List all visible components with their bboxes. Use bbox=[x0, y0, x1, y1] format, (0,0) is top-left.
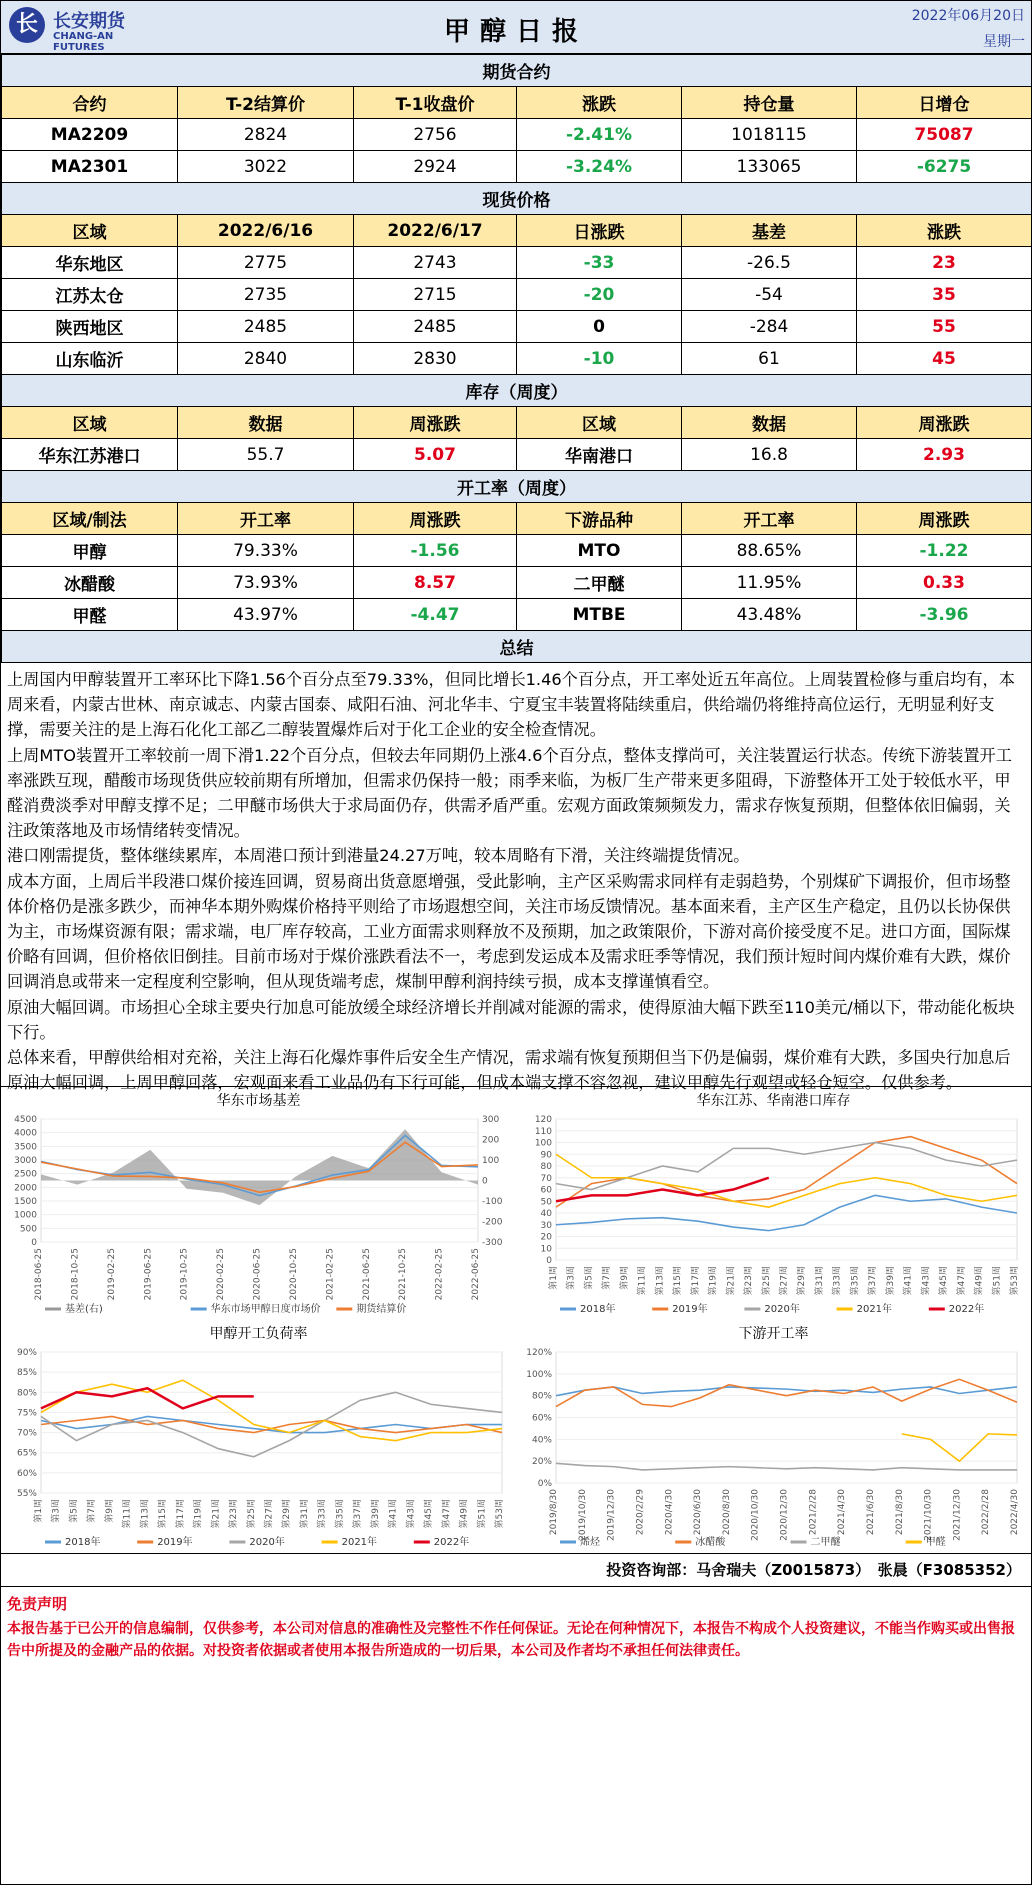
x-tick-label: 第29周 bbox=[282, 1499, 293, 1529]
change-cell: -4.47 bbox=[354, 599, 517, 631]
x-tick-label: 第51周 bbox=[992, 1266, 1003, 1296]
column-header: 2022/6/16 bbox=[178, 215, 354, 247]
x-tick-label: 第43周 bbox=[921, 1266, 932, 1296]
summary-paragraph: 总体来看，甲醇供给相对充裕，关注上海石化爆炸事件后安全生产情况，需求端有恢复预期但当下仍是偏弱，煤价难有大跌，多国央行加息后原油大幅回调，上周甲醇回落，宏观面来看工业品仍有下行可能，但成本端支撑不容忽视，建议甲醇先行观望或轻仓短空。仅供参考。 bbox=[7, 1048, 1011, 1093]
x-tick-label: 2020/2/29 bbox=[635, 1489, 646, 1536]
column-header: 开工率 bbox=[682, 503, 857, 535]
y-tick-label: 10 bbox=[540, 1244, 552, 1255]
operating-header-row bbox=[2, 503, 1032, 535]
table-row bbox=[2, 535, 1032, 567]
x-tick-label: 第39周 bbox=[885, 1266, 896, 1296]
x-tick-label: 第47周 bbox=[956, 1266, 967, 1296]
inventory-header-row bbox=[2, 407, 1032, 439]
chart-title: 下游开工率 bbox=[738, 1326, 809, 1342]
region-name: 华南港口 bbox=[517, 439, 682, 471]
x-tick-label: 第21周 bbox=[726, 1266, 737, 1296]
y-tick-label: 60 bbox=[540, 1185, 552, 1196]
x-tick-label: 2020/8/30 bbox=[721, 1489, 732, 1536]
legend-label: 期货结算价 bbox=[356, 1304, 407, 1315]
change-cell: -20 bbox=[517, 279, 682, 311]
x-tick-label: 第47周 bbox=[441, 1499, 452, 1529]
y-tick-label: 50 bbox=[540, 1197, 552, 1208]
downstream-rate-chart bbox=[516, 1320, 1031, 1553]
x-tick-label: 2021/10/30 bbox=[923, 1489, 934, 1541]
x-tick-label: 第31周 bbox=[299, 1499, 310, 1529]
column-header: 区域/制法 bbox=[2, 503, 178, 535]
y2-tick-label: -200 bbox=[482, 1217, 503, 1228]
x-tick-label: 2018-06-25 bbox=[34, 1248, 44, 1301]
legend-label: 烯烃 bbox=[580, 1537, 600, 1548]
x-tick-label: 第31周 bbox=[814, 1266, 825, 1296]
x-tick-label: 第7周 bbox=[602, 1266, 613, 1290]
x-tick-label: 第19周 bbox=[193, 1499, 204, 1529]
x-tick-label: 第25周 bbox=[246, 1499, 257, 1529]
data-tables bbox=[1, 54, 1032, 663]
table-cell: 88.65% bbox=[682, 535, 857, 567]
x-tick-label: 2020-10-25 bbox=[288, 1248, 299, 1301]
x-tick-label: 第39周 bbox=[370, 1499, 381, 1529]
x-tick-label: 第9周 bbox=[104, 1499, 115, 1523]
company-name-cn: 长安期货 bbox=[53, 11, 125, 32]
y-tick-label: 30 bbox=[540, 1220, 552, 1231]
y2-tick-label: 200 bbox=[482, 1135, 500, 1146]
summary-section-row bbox=[2, 631, 1032, 663]
x-tick-label: 第35周 bbox=[335, 1499, 346, 1529]
y-tick-label: 80% bbox=[16, 1388, 37, 1399]
y-tick-label: 40 bbox=[540, 1209, 552, 1219]
x-tick-label: 第49周 bbox=[974, 1266, 985, 1296]
table-cell: 2735 bbox=[178, 279, 354, 311]
table-cell: 11.95% bbox=[682, 567, 857, 599]
legend-label: 2020年 bbox=[249, 1537, 285, 1548]
y-tick-label: 90 bbox=[540, 1150, 552, 1161]
x-tick-label: 第41周 bbox=[388, 1499, 399, 1529]
consult-info: 投资咨询部：马舍瑞夫（Z0015873） 张晨（F3085352） bbox=[1, 1554, 1031, 1587]
x-tick-label: 第45周 bbox=[939, 1266, 950, 1296]
x-tick-label: 2021-06-25 bbox=[361, 1248, 372, 1301]
x-tick-label: 第23周 bbox=[229, 1499, 240, 1529]
x-tick-label: 第45周 bbox=[424, 1499, 435, 1529]
futures-section-row bbox=[2, 55, 1032, 87]
series-line bbox=[41, 1388, 254, 1408]
y-tick-label: 80% bbox=[531, 1391, 552, 1402]
legend-label: 2022年 bbox=[948, 1304, 985, 1315]
table-row bbox=[2, 343, 1032, 375]
x-tick-label: 2020/4/30 bbox=[664, 1489, 675, 1536]
x-tick-label: 2021/6/30 bbox=[865, 1489, 876, 1536]
inventory-section-row bbox=[2, 375, 1032, 407]
summary-paragraph: 上周MTO装置开工率较前一周下滑1.22个百分点，但较去年同期仍上涨4.6个百分点，整体支撑尚可，关注装置运行状态。传统下游装置开工率涨跌互现，醋酸市场现货供应较前期有所增加，但需求仍保持一般；雨季来临，为板厂生产带来更多阻碍，下游整体开工处于较低水平，甲醛消费淡季对甲醇支撑不足；二甲醚市场供大于求局面仍存，供需矛盾严重。宏观方面政策频频发力，需求存恢复预期，但整体依旧偏弱，关注政策落地及市场情绪转变情况。 bbox=[7, 745, 1012, 841]
downstream-rate-chart-svg bbox=[516, 1320, 1031, 1553]
x-tick-label: 第37周 bbox=[353, 1499, 364, 1529]
column-header: 周涨跌 bbox=[857, 407, 1032, 439]
x-tick-label: 2019-10-25 bbox=[179, 1248, 190, 1301]
x-tick-label: 第37周 bbox=[868, 1266, 879, 1296]
x-tick-label: 第27周 bbox=[264, 1499, 275, 1529]
y2-tick-label: 300 bbox=[482, 1115, 500, 1125]
legend-label: 华东市场甲醇日度市场价 bbox=[210, 1304, 321, 1315]
change-cell: 5.07 bbox=[354, 439, 517, 471]
x-tick-label: 2021-02-25 bbox=[325, 1248, 336, 1301]
column-header: 持仓量 bbox=[682, 87, 857, 119]
table-cell: 1018115 bbox=[682, 119, 857, 151]
x-tick-label: 2018-10-25 bbox=[70, 1248, 81, 1301]
table-row bbox=[2, 439, 1032, 471]
x-tick-label: 2022/2/28 bbox=[981, 1489, 992, 1536]
column-header: 基差 bbox=[682, 215, 857, 247]
x-tick-label: 第7周 bbox=[87, 1499, 98, 1523]
legend-label: 2019年 bbox=[672, 1304, 708, 1315]
operating-section-title: 开工率（周度） bbox=[2, 471, 1032, 503]
x-tick-label: 2021/8/30 bbox=[894, 1489, 905, 1536]
x-tick-label: 第17周 bbox=[690, 1266, 701, 1296]
column-header: 周涨跌 bbox=[354, 503, 517, 535]
table-row bbox=[2, 311, 1032, 343]
x-tick-label: 第25周 bbox=[761, 1266, 772, 1296]
column-header: 合约 bbox=[2, 87, 178, 119]
x-tick-label: 第27周 bbox=[779, 1266, 790, 1296]
x-tick-label: 第29周 bbox=[797, 1266, 808, 1296]
x-tick-label: 2022-06-25 bbox=[471, 1248, 481, 1301]
legend-label: 基差(右) bbox=[65, 1304, 103, 1315]
table-cell: 3022 bbox=[178, 151, 354, 183]
y-tick-label: 55% bbox=[16, 1489, 37, 1499]
region-name: 华东江苏港口 bbox=[2, 439, 178, 471]
series-line bbox=[556, 1463, 1017, 1470]
x-tick-label: 第53周 bbox=[495, 1499, 505, 1529]
change-cell: -33 bbox=[517, 247, 682, 279]
x-tick-label: 2021/12/30 bbox=[952, 1489, 963, 1541]
y-tick-label: 1000 bbox=[14, 1210, 37, 1221]
change-cell: 35 bbox=[857, 279, 1032, 311]
plot-frame bbox=[41, 1352, 502, 1493]
series-line bbox=[556, 1379, 1017, 1406]
change-cell: 75087 bbox=[857, 119, 1032, 151]
y-tick-label: 65% bbox=[16, 1448, 37, 1459]
x-tick-label: 第3周 bbox=[51, 1499, 62, 1523]
legend-label: 2021年 bbox=[856, 1304, 893, 1315]
table-cell: 79.33% bbox=[178, 535, 354, 567]
x-tick-label: 第21周 bbox=[211, 1499, 222, 1529]
change-cell: 0.33 bbox=[857, 567, 1032, 599]
y-tick-label: 2000 bbox=[14, 1183, 37, 1194]
contract-name: MA2209 bbox=[2, 119, 178, 151]
x-tick-label: 2020-06-25 bbox=[252, 1248, 263, 1301]
summary-paragraph: 港口刚需提货，整体继续累库，本周港口预计到港量24.27万吨，较本周略有下滑，关注终端提货情况。 bbox=[7, 846, 750, 866]
x-tick-label: 第13周 bbox=[655, 1266, 666, 1296]
port-inventory-chart-svg bbox=[516, 1087, 1031, 1320]
table-cell: 43.48% bbox=[682, 599, 857, 631]
column-header: 周涨跌 bbox=[354, 407, 517, 439]
column-header: T-2结算价 bbox=[178, 87, 354, 119]
y2-tick-label: -100 bbox=[482, 1197, 503, 1207]
table-cell: 2924 bbox=[354, 151, 517, 183]
table-cell: -284 bbox=[682, 311, 857, 343]
y-tick-label: 20% bbox=[531, 1457, 552, 1468]
category-name: 冰醋酸 bbox=[2, 567, 178, 599]
table-cell: 73.93% bbox=[178, 567, 354, 599]
spot-section-title: 现货价格 bbox=[2, 183, 1032, 215]
basis-chart-svg bbox=[1, 1087, 516, 1320]
change-cell: -6275 bbox=[857, 151, 1032, 183]
y-tick-label: 70 bbox=[540, 1173, 552, 1184]
x-tick-label: 2021/2/28 bbox=[808, 1489, 819, 1536]
table-row bbox=[2, 119, 1032, 151]
summary-section-title: 总结 bbox=[2, 631, 1032, 663]
y-tick-label: 70% bbox=[16, 1428, 37, 1439]
x-tick-label: 第53周 bbox=[1010, 1266, 1020, 1296]
x-tick-label: 第5周 bbox=[584, 1266, 595, 1290]
column-header: 日增仓 bbox=[857, 87, 1032, 119]
y-tick-label: 100% bbox=[526, 1369, 552, 1380]
change-cell: 23 bbox=[857, 247, 1032, 279]
y-tick-label: 2500 bbox=[14, 1169, 37, 1180]
y-tick-label: 85% bbox=[16, 1368, 37, 1379]
chart-title: 华东市场基差 bbox=[216, 1093, 301, 1109]
table-cell: 2824 bbox=[178, 119, 354, 151]
x-tick-label: 第13周 bbox=[140, 1499, 151, 1529]
y-tick-label: 0 bbox=[546, 1256, 552, 1266]
x-tick-label: 2021-10-25 bbox=[398, 1248, 409, 1301]
column-header: 区域 bbox=[2, 215, 178, 247]
spot-section-row bbox=[2, 183, 1032, 215]
y-tick-label: 4500 bbox=[14, 1115, 37, 1125]
y-tick-label: 80 bbox=[540, 1162, 552, 1172]
table-cell: 2715 bbox=[354, 279, 517, 311]
report-header bbox=[1, 1, 1031, 54]
futures-section-title: 期货合约 bbox=[2, 55, 1032, 87]
column-header: 数据 bbox=[682, 407, 857, 439]
table-cell: 2743 bbox=[354, 247, 517, 279]
inventory-section-title: 库存（周度） bbox=[2, 375, 1032, 407]
disclaimer-text: 本报告基于已公开的信息编制，仅供参考，本公司对信息的准确性及完整性不作任何保证。无论在何种情况下，本报告不构成个人投资建议，不能当作购买或出售报告中所提及的金融产品的依据。对投资者依据或者使用本报告所造成的一切后果，本公司及作者均不承担任何法律责任。 bbox=[7, 1621, 1015, 1659]
region-name: 江苏太仓 bbox=[2, 279, 178, 311]
region-name: 陕西地区 bbox=[2, 311, 178, 343]
disclaimer-title: 免责声明 bbox=[7, 1595, 68, 1613]
column-header: 2022/6/17 bbox=[354, 215, 517, 247]
y-tick-label: 90% bbox=[16, 1348, 37, 1358]
change-cell: -2.41% bbox=[517, 119, 682, 151]
legend-label: 二甲醚 bbox=[810, 1537, 841, 1548]
column-header: 涨跌 bbox=[857, 215, 1032, 247]
y2-tick-label: -300 bbox=[482, 1238, 503, 1248]
y2-tick-label: 100 bbox=[482, 1156, 500, 1166]
series-line bbox=[902, 1434, 1017, 1461]
y-tick-label: 20 bbox=[540, 1232, 552, 1243]
table-cell: 2840 bbox=[178, 343, 354, 375]
table-row bbox=[2, 151, 1032, 183]
legend-label: 2018年 bbox=[580, 1304, 616, 1315]
x-tick-label: 第33周 bbox=[317, 1499, 328, 1529]
legend-label: 冰醋酸 bbox=[695, 1537, 726, 1548]
category-name: MTBE bbox=[517, 599, 682, 631]
column-header: 周涨跌 bbox=[857, 503, 1032, 535]
summary-paragraph: 原油大幅回调。市场担心全球主要央行加息可能放缓全球经济增长并削减对能源的需求，使得原油大幅下跌至110美元/桶以下，带动能化板块下行。 bbox=[7, 997, 1015, 1042]
chart-title: 华东江苏、华南港口库存 bbox=[696, 1093, 851, 1109]
category-name: 二甲醚 bbox=[517, 567, 682, 599]
legend-label: 2018年 bbox=[65, 1537, 101, 1548]
x-tick-label: 第23周 bbox=[744, 1266, 755, 1296]
column-header: T-1收盘价 bbox=[354, 87, 517, 119]
y-tick-label: 0% bbox=[537, 1479, 552, 1489]
x-tick-label: 2020-02-25 bbox=[216, 1248, 227, 1301]
table-cell: -54 bbox=[682, 279, 857, 311]
legend-label: 2021年 bbox=[341, 1537, 378, 1548]
summary-paragraph: 上周国内甲醇装置开工率环比下降1.56个百分点至79.33%，但同比增长1.46个百分点，开工率处近五年高位。上周装置检修与重启均有，本周来看，内蒙古世林、南京诚志、内蒙古国泰、咸阳石油、河北华丰、宁夏宝丰装置将陆续重启，供给端仍将维持高位运行，无明显利好支撑，需要关注的是上海石化化工部乙二醇装置爆炸后对于化工企业的安全检查情况。 bbox=[7, 670, 1015, 740]
table-cell: 2485 bbox=[178, 311, 354, 343]
y-tick-label: 110 bbox=[534, 1126, 552, 1137]
change-cell: -1.56 bbox=[354, 535, 517, 567]
table-row bbox=[2, 599, 1032, 631]
x-tick-label: 第19周 bbox=[708, 1266, 719, 1296]
table-row bbox=[2, 247, 1032, 279]
series-line bbox=[41, 1380, 502, 1440]
table-cell: 61 bbox=[682, 343, 857, 375]
table-cell: 2775 bbox=[178, 247, 354, 279]
summary-paragraph: 成本方面，上周后半段港口煤价接连回调，贸易商出货意愿增强，受此影响，主产区采购需求同样有走弱趋势，个别煤矿下调报价，但市场整体价格仍是涨多跌少，而神华本期外购煤价格持平则给了市场遐想空间，关注市场反馈情况。基本面来看，主产区生产稳定，且仍以长协保供为主，市场煤资源有限；需求端，电厂库存较高，工业方面需求则释放不及预期，加之政策限价，下游对高价接受度不足。进口方面，国际煤价略有回调，但价格依旧倒挂。目前市场对于煤价涨跌看法不一，考虑到发运成本及需求旺季等情况，我们预计短时间内煤价难有大跌，煤价回调消息或带来一定程度利空影响，但从现货端考虑，煤制甲醇利润持续亏损，成本支撑谨慎看空。 bbox=[7, 871, 1011, 992]
operating-section-row bbox=[2, 471, 1032, 503]
x-tick-label: 2020/12/30 bbox=[779, 1489, 790, 1541]
report-title: 甲醇日报 bbox=[443, 17, 588, 47]
y-tick-label: 120 bbox=[534, 1115, 552, 1125]
x-tick-label: 第5周 bbox=[69, 1499, 80, 1523]
x-tick-label: 2019/8/30 bbox=[549, 1489, 559, 1536]
change-cell: -10 bbox=[517, 343, 682, 375]
x-tick-label: 第11周 bbox=[637, 1266, 648, 1296]
change-cell: -3.24% bbox=[517, 151, 682, 183]
x-tick-label: 第3周 bbox=[566, 1266, 577, 1290]
y-tick-label: 500 bbox=[19, 1224, 37, 1235]
change-cell: 45 bbox=[857, 343, 1032, 375]
port-inventory-chart bbox=[516, 1087, 1031, 1320]
table-row bbox=[2, 279, 1032, 311]
x-tick-label: 第33周 bbox=[832, 1266, 843, 1296]
table-cell: 43.97% bbox=[178, 599, 354, 631]
x-tick-label: 2022-02-25 bbox=[434, 1248, 445, 1301]
change-cell: -1.22 bbox=[857, 535, 1032, 567]
x-tick-label: 第41周 bbox=[903, 1266, 914, 1296]
basis-chart bbox=[1, 1087, 516, 1320]
methanol-load-chart-svg bbox=[1, 1320, 516, 1553]
category-name: 甲醇 bbox=[2, 535, 178, 567]
x-tick-label: 2020/6/30 bbox=[693, 1489, 704, 1536]
category-name: MTO bbox=[517, 535, 682, 567]
legend-label: 甲醛 bbox=[925, 1537, 946, 1548]
futures-header-row bbox=[2, 87, 1032, 119]
column-header: 下游品种 bbox=[517, 503, 682, 535]
y-tick-label: 75% bbox=[16, 1408, 37, 1419]
spot-header-row bbox=[2, 215, 1032, 247]
column-header: 日涨跌 bbox=[517, 215, 682, 247]
x-tick-label: 2020/10/30 bbox=[750, 1489, 761, 1541]
y-tick-label: 100 bbox=[534, 1138, 552, 1149]
charts-area bbox=[1, 1087, 1031, 1554]
y-tick-label: 60% bbox=[531, 1413, 552, 1424]
x-tick-label: 第9周 bbox=[619, 1266, 630, 1290]
y-tick-label: 1500 bbox=[14, 1197, 37, 1207]
x-tick-label: 第51周 bbox=[477, 1499, 488, 1529]
x-tick-label: 第11周 bbox=[122, 1499, 133, 1529]
table-row bbox=[2, 567, 1032, 599]
category-name: 甲醛 bbox=[2, 599, 178, 631]
x-tick-label: 2022/4/30 bbox=[1010, 1489, 1020, 1536]
y-tick-label: 40% bbox=[531, 1435, 552, 1446]
x-tick-label: 2021/4/30 bbox=[837, 1489, 848, 1536]
y2-tick-label: 0 bbox=[482, 1176, 488, 1187]
report-date: 2022年06月20日 bbox=[911, 8, 1025, 24]
x-tick-label: 第17周 bbox=[175, 1499, 186, 1529]
x-tick-label: 第35周 bbox=[850, 1266, 861, 1296]
y-tick-label: 4000 bbox=[14, 1128, 37, 1139]
table-cell: 2485 bbox=[354, 311, 517, 343]
table-cell: 55.7 bbox=[178, 439, 354, 471]
methanol-load-chart bbox=[1, 1320, 516, 1553]
column-header: 涨跌 bbox=[517, 87, 682, 119]
x-tick-label: 2019-02-25 bbox=[106, 1248, 117, 1301]
change-cell: 8.57 bbox=[354, 567, 517, 599]
company-name-en: CHANG-AN FUTURES bbox=[53, 31, 114, 53]
change-cell: -3.96 bbox=[857, 599, 1032, 631]
x-tick-label: 2019/12/30 bbox=[606, 1489, 617, 1541]
logo-mark: 长 bbox=[9, 7, 45, 43]
table-cell: -26.5 bbox=[682, 247, 857, 279]
report-weekday: 星期一 bbox=[983, 34, 1025, 50]
table-cell: 16.8 bbox=[682, 439, 857, 471]
x-tick-label: 第1周 bbox=[34, 1499, 44, 1523]
table-cell: 2830 bbox=[354, 343, 517, 375]
region-name: 山东临沂 bbox=[2, 343, 178, 375]
x-tick-label: 2019-06-25 bbox=[143, 1248, 154, 1301]
legend-label: 2020年 bbox=[764, 1304, 800, 1315]
y-tick-label: 3500 bbox=[14, 1142, 37, 1153]
y-tick-label: 0 bbox=[31, 1238, 37, 1248]
summary-text bbox=[1, 663, 1031, 1093]
region-name: 华东地区 bbox=[2, 247, 178, 279]
column-header: 开工率 bbox=[178, 503, 354, 535]
y-tick-label: 120% bbox=[526, 1348, 552, 1358]
legend-label: 2022年 bbox=[433, 1537, 470, 1548]
x-tick-label: 2019/10/30 bbox=[577, 1489, 588, 1541]
contract-name: MA2301 bbox=[2, 151, 178, 183]
column-header: 区域 bbox=[2, 407, 178, 439]
chart-title: 甲醇开工负荷率 bbox=[209, 1326, 308, 1342]
y-tick-label: 3000 bbox=[14, 1156, 37, 1166]
x-tick-label: 第15周 bbox=[673, 1266, 684, 1296]
x-tick-label: 第43周 bbox=[406, 1499, 417, 1529]
column-header: 数据 bbox=[178, 407, 354, 439]
legend-label: 2019年 bbox=[157, 1537, 193, 1548]
change-cell: 0 bbox=[517, 311, 682, 343]
table-cell: 133065 bbox=[682, 151, 857, 183]
change-cell: 2.93 bbox=[857, 439, 1032, 471]
change-cell: 55 bbox=[857, 311, 1032, 343]
series-line bbox=[41, 1392, 502, 1456]
table-cell: 2756 bbox=[354, 119, 517, 151]
x-tick-label: 第49周 bbox=[459, 1499, 470, 1529]
column-header: 区域 bbox=[517, 407, 682, 439]
disclaimer bbox=[1, 1587, 1031, 1668]
y-tick-label: 60% bbox=[16, 1468, 37, 1479]
x-tick-label: 第1周 bbox=[549, 1266, 559, 1290]
x-tick-label: 第15周 bbox=[158, 1499, 169, 1529]
